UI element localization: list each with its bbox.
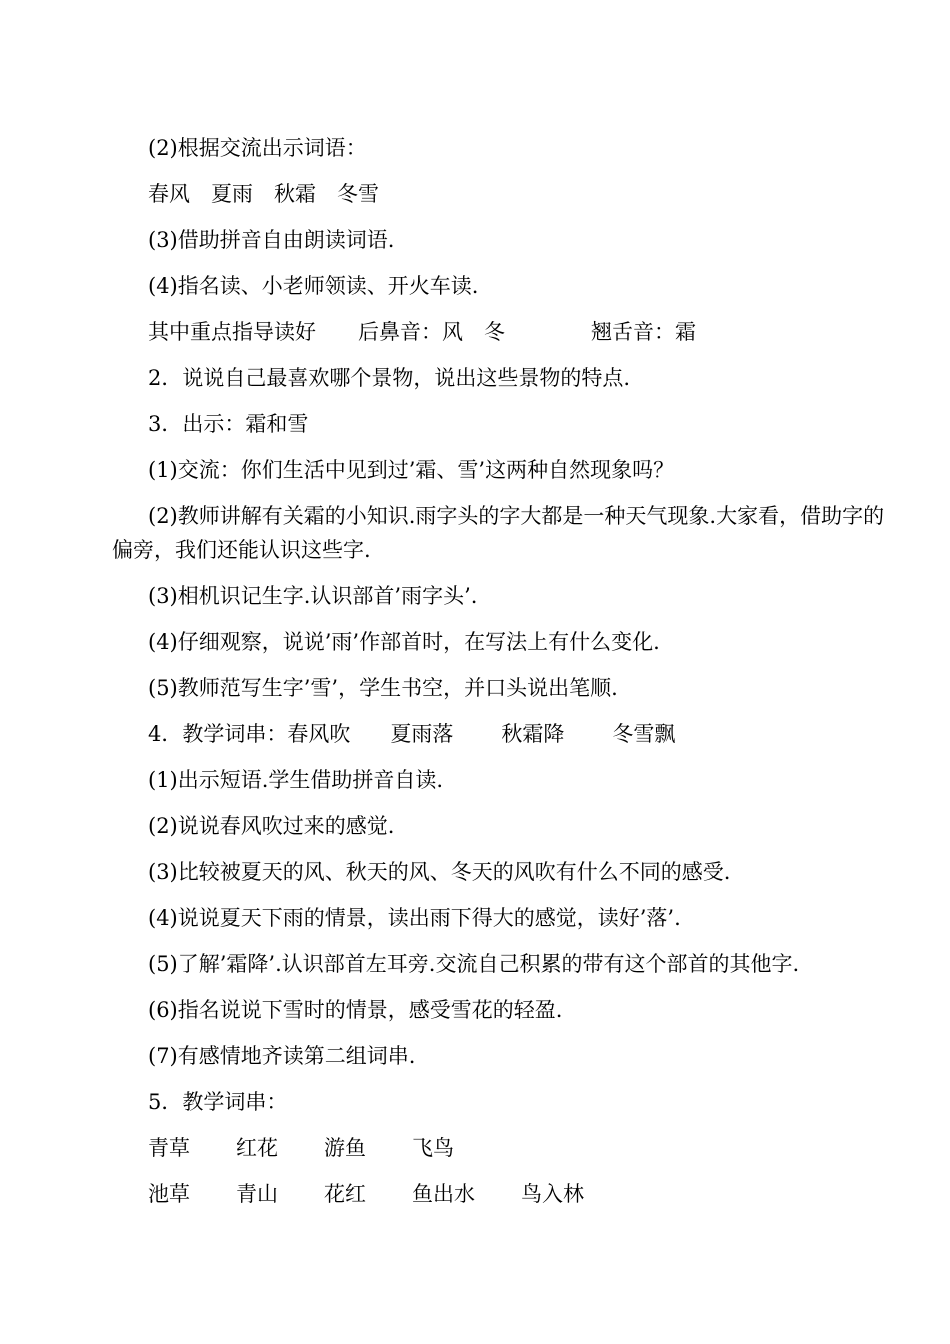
- text-line: 5．教学词串：: [148, 1090, 288, 1114]
- text-line: (2)说说春风吹过来的感觉.: [148, 814, 395, 838]
- text-line: (5)了解’霜降’.认识部首左耳旁.交流自己积累的带有这个部首的其他字.: [148, 952, 800, 976]
- text-segment: 夏雨落: [390, 722, 454, 746]
- word-item: 青山: [236, 1182, 278, 1206]
- text-line: (1)交流：你们生活中见到过’霜、雪’这两种自然现象吗？: [148, 458, 675, 482]
- word-item: 池草: [148, 1182, 190, 1206]
- text-line: [148, 1131, 454, 1165]
- text-segment: 4．教学词串：春风吹: [148, 722, 351, 746]
- text-line: [148, 315, 696, 349]
- text-line: (5)教师范写生字’雪’，学生书空，并口头说出笔顺.: [148, 676, 618, 700]
- text-line: (4)指名读、小老师领读、开火车读.: [148, 274, 479, 298]
- word-item: 鱼出水: [412, 1182, 475, 1206]
- word-item: 青草: [148, 1136, 190, 1160]
- text-line: (3)相机识记生字.认识部首’雨字头’.: [148, 584, 478, 608]
- text-line: 春风 夏雨 秋霜 冬雪: [148, 182, 379, 206]
- text-line: 3．出示：霜和雪: [148, 412, 309, 436]
- word-item: 红花: [236, 1136, 278, 1160]
- word-item: 鸟入林: [521, 1182, 584, 1206]
- text-line: (1)出示短语.学生借助拼音自读.: [148, 768, 444, 792]
- text-line: (3)借助拼音自由朗读词语.: [148, 228, 395, 252]
- text-line: (4)说说夏天下雨的情景，读出雨下得大的感觉，读好’落’.: [148, 906, 681, 930]
- text-line: [148, 717, 675, 751]
- text-line: (6)指名说说下雪时的情景，感受雪花的轻盈.: [148, 998, 563, 1022]
- text-paragraph: (2)教师讲解有关霜的小知识.雨字头的字大都是一种天气现象.大家看，借助字的偏旁，我们还能认识这些字.: [112, 504, 885, 562]
- text-line: (3)比较被夏天的风、秋天的风、冬天的风吹有什么不同的感受.: [148, 860, 731, 884]
- text-segment: 翘舌音：霜: [591, 320, 696, 344]
- word-item: 飞鸟: [412, 1136, 454, 1160]
- text-segment: 其中重点指导读好: [148, 320, 316, 344]
- text-segment: 冬雪飘: [612, 722, 676, 746]
- text-segment: 秋霜降: [501, 722, 565, 746]
- text-line: (4)仔细观察，说说’雨’作部首时，在写法上有什么变化.: [148, 630, 660, 654]
- text-line: 2．说说自己最喜欢哪个景物，说出这些景物的特点.: [148, 366, 631, 390]
- text-line: (7)有感情地齐读第二组词串.: [148, 1044, 416, 1068]
- text-line: [148, 1177, 584, 1211]
- word-item: 游鱼: [324, 1136, 366, 1160]
- text-segment: 后鼻音：风 冬: [358, 320, 505, 344]
- text-line: (2)根据交流出示词语：: [148, 136, 367, 160]
- word-item: 花红: [324, 1182, 366, 1206]
